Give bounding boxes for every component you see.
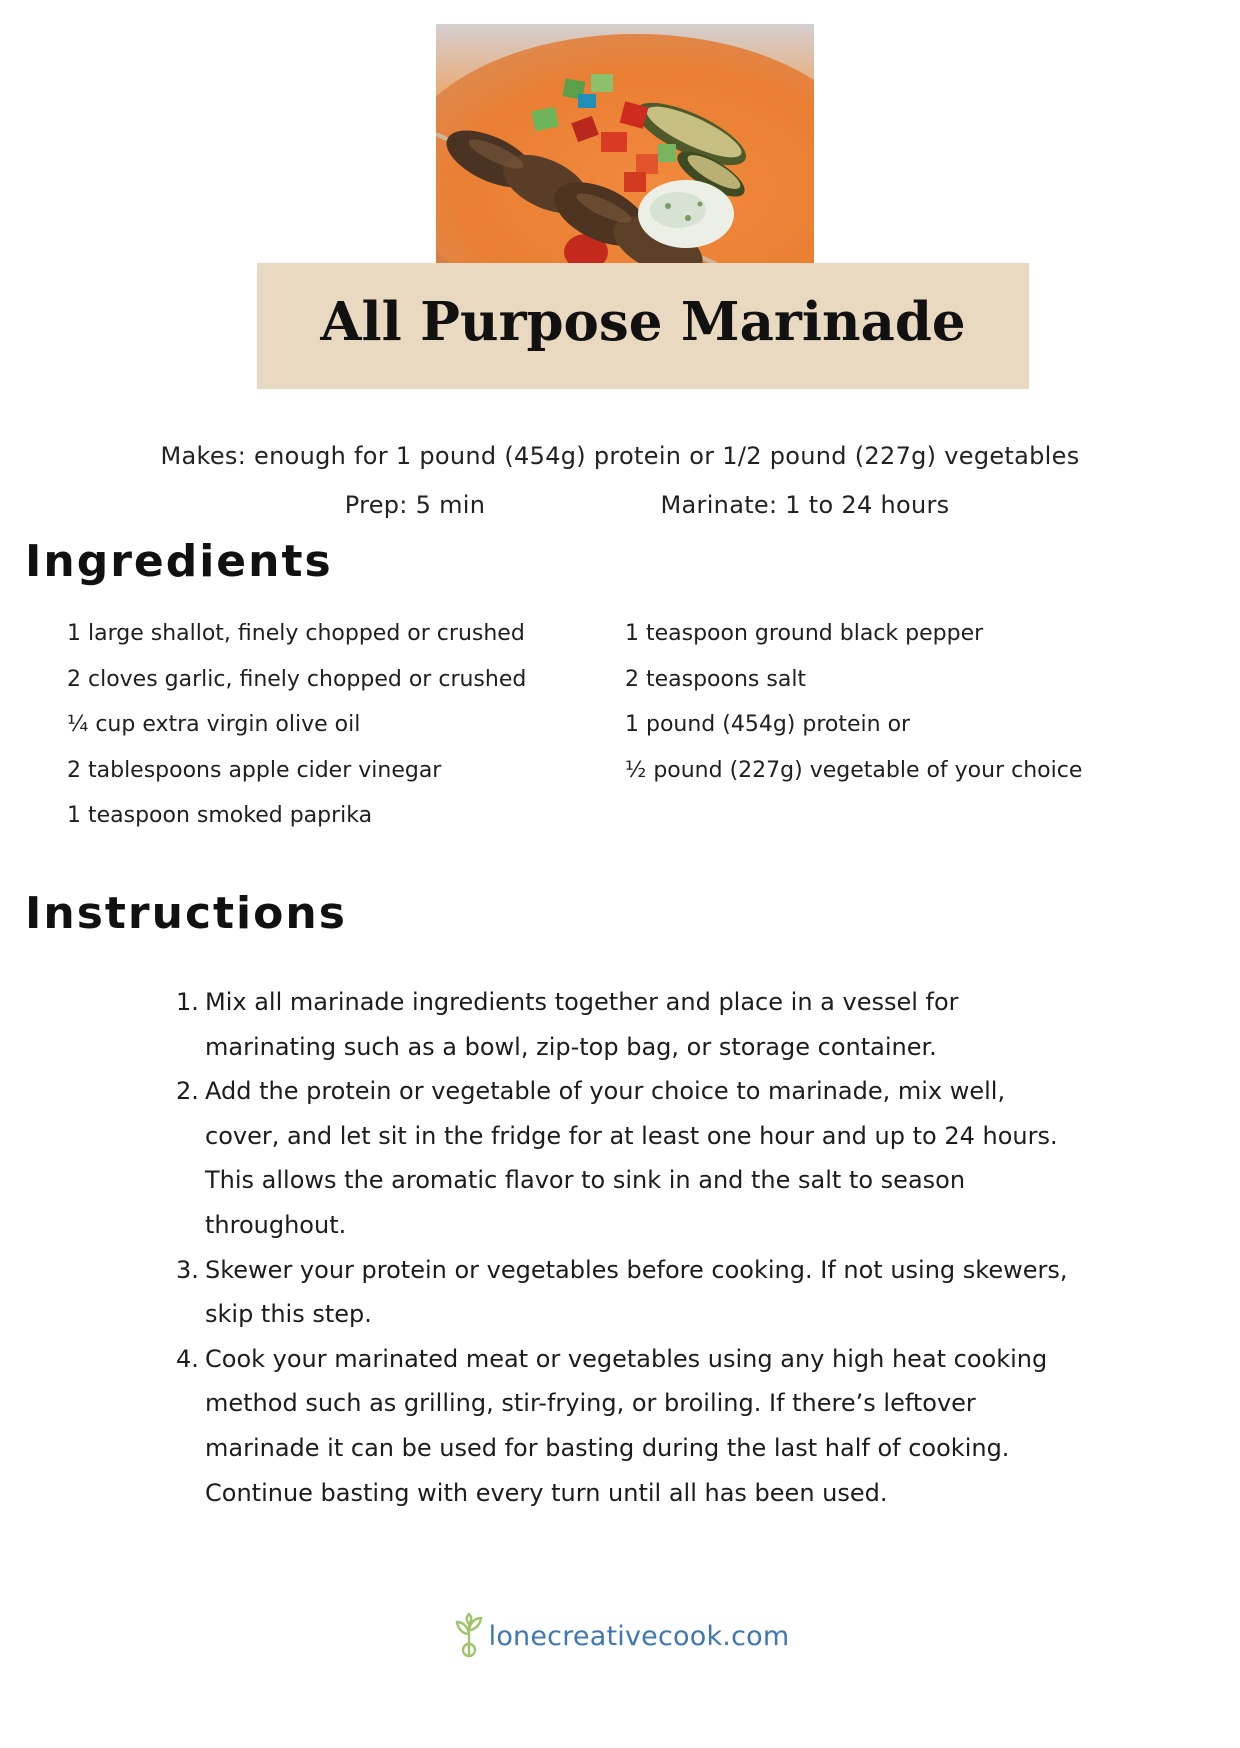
step-line: This allows the aromatic flavor to sink in and the salt to season: [205, 1166, 966, 1195]
step-text: [204, 1248, 1096, 1337]
tzatziki-sauce: [638, 180, 734, 248]
recipe-yield: Makes: enough for 1 pound (454g) protein or 1/2 pound (227g) vegetables: [160, 442, 1080, 470]
instruction-step: [176, 980, 1096, 1069]
step-line: Mix all marinade ingredients together and place in a vessel for: [205, 988, 959, 1016]
instruction-step: [176, 1248, 1096, 1337]
ingredient-item: 1 teaspoon smoked paprika: [67, 803, 373, 828]
step-number: 1.: [176, 988, 199, 1016]
step-line: skip this step.: [205, 1300, 372, 1329]
sprout-logo-icon: [451, 1612, 487, 1660]
step-line: Skewer your protein or vegetables before cooking. If not using skewers,: [205, 1255, 1068, 1284]
ingredients-heading: Ingredients: [25, 536, 333, 587]
step-line: Continue basting with every turn until all has been used.: [205, 1478, 888, 1507]
footer: [0, 1612, 1240, 1660]
step-line: cover, and let sit in the fridge for at least one hour and up to 24 hours.: [205, 1121, 1058, 1150]
website-link[interactable]: lonecreativecook.com: [488, 1620, 790, 1652]
ingredient-item: 1 large shallot, finely chopped or crushed: [67, 621, 525, 646]
instructions-list: [176, 980, 1096, 1515]
grilled-skewer-with-vegetables-photo: [436, 24, 814, 288]
marinate-time: Marinate: 1 to 24 hours: [660, 491, 950, 519]
step-text: [204, 1069, 1096, 1247]
step-line: marinade it can be used for basting during the last half of cooking.: [205, 1433, 1010, 1462]
instruction-step: [176, 1337, 1096, 1515]
title-band: [257, 263, 1029, 389]
step-number: 3.: [176, 1255, 199, 1284]
step-line: Cook your marinated meat or vegetables using any high heat cooking: [205, 1344, 1048, 1373]
ingredient-item: 2 cloves garlic, finely chopped or crushed: [67, 666, 527, 692]
step-line: Add the protein or vegetable of your choice to marinade, mix well,: [205, 1077, 1006, 1106]
ingredients-list-left: [67, 611, 587, 839]
step-number: 2.: [176, 1077, 199, 1106]
hero-photo: [436, 24, 814, 288]
prep-time: Prep: 5 min: [344, 491, 486, 519]
instructions-heading: Instructions: [25, 888, 347, 939]
ingredient-item: ¼ cup extra virgin olive oil: [67, 712, 361, 737]
ingredient-item: 2 tablespoons apple cider vinegar: [67, 757, 442, 783]
step-number: 4.: [176, 1344, 199, 1373]
step-text: [204, 980, 1096, 1069]
instruction-step: [176, 1069, 1096, 1247]
step-line: method such as grilling, stir-frying, or broiling. If there’s leftover: [205, 1389, 976, 1418]
ingredient-item: 1 teaspoon ground black pepper: [625, 621, 984, 646]
step-line: marinating such as a bowl, zip-top bag, or storage container.: [205, 1032, 937, 1061]
step-line: throughout.: [205, 1210, 347, 1239]
ingredient-item: ½ pound (227g) vegetable of your choice: [625, 757, 1083, 783]
step-text: [204, 1337, 1096, 1515]
recipe-title: All Purpose Marinade: [320, 291, 966, 353]
ingredients-list-right: [625, 611, 1185, 793]
ingredient-item: 2 teaspoons salt: [625, 666, 807, 692]
ingredient-item: 1 pound (454g) protein or: [625, 712, 911, 737]
